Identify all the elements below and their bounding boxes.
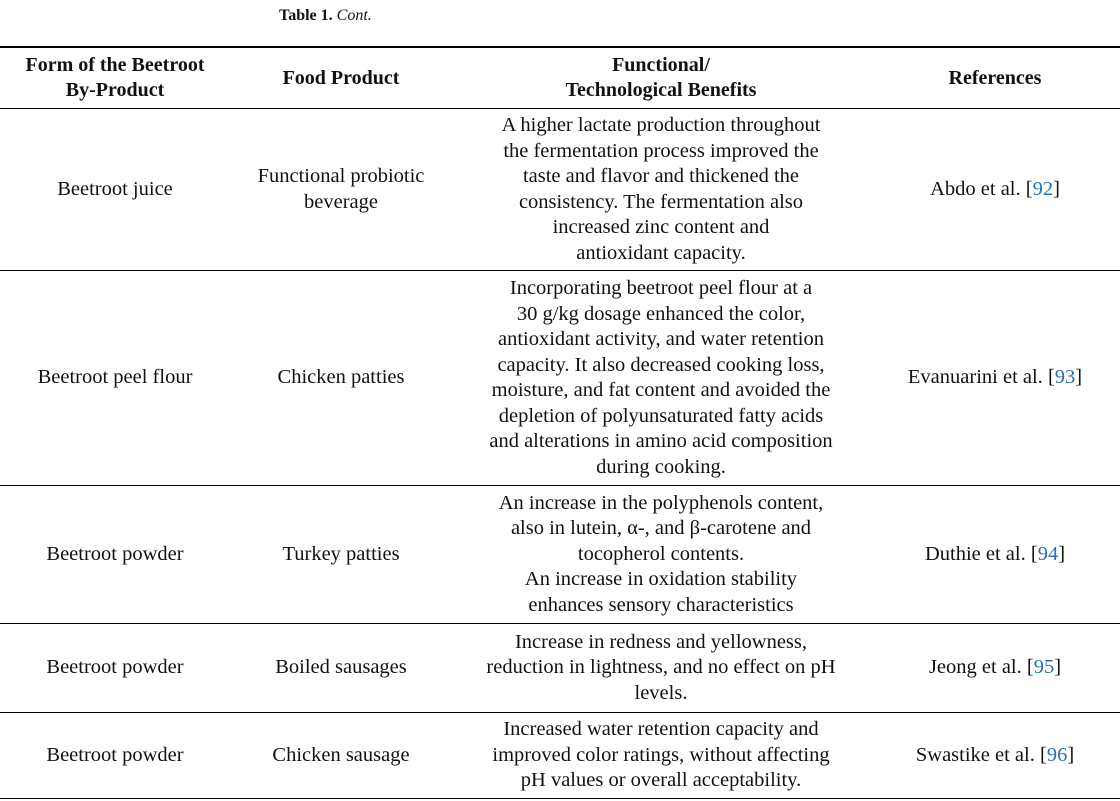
cell-benefits: Increase in redness and yellowness, reduction in lightness, and no effect on pH levels. xyxy=(486,630,836,704)
cell-form: Beetroot powder xyxy=(46,743,184,766)
cell-benefits: A higher lactate production throughout the fermentation process improved the taste and flavor and thickened the consistency. The fermentation also increased zinc content and antioxidant capacity. xyxy=(501,114,821,264)
cell-food-product: Turkey patties xyxy=(282,542,400,565)
table-row xyxy=(0,271,1120,486)
table-caption-label: Table 1. xyxy=(279,7,333,24)
cell-reference xyxy=(870,486,1120,624)
table-caption-suffix: Cont. xyxy=(336,7,372,24)
cell-reference xyxy=(870,624,1120,713)
reference-bracket-close: ] xyxy=(1075,366,1083,389)
reference-bracket-open: [ xyxy=(1047,366,1055,389)
reference-bracket-close: ] xyxy=(1067,743,1075,766)
cell-reference xyxy=(870,271,1120,486)
reference-bracket-close: ] xyxy=(1054,656,1062,679)
cell-food-product: Chicken patties xyxy=(277,366,405,389)
table-row xyxy=(0,486,1120,624)
reference-bracket-open: [ xyxy=(1026,656,1034,679)
beetroot-byproduct-table xyxy=(0,46,1120,799)
cell-benefits: Increased water retention capacity and improved color ratings, without affecting pH values or overall acceptability. xyxy=(492,718,830,792)
table-row xyxy=(0,624,1120,713)
cell-food-product: Chicken sausage xyxy=(272,743,410,766)
reference-link[interactable]: 95 xyxy=(1033,656,1055,679)
reference-link[interactable]: 96 xyxy=(1046,743,1068,766)
header-benefits: Functional/ Technological Benefits xyxy=(565,54,757,101)
table-body xyxy=(0,109,1120,799)
header-food-product: Food Product xyxy=(282,66,400,89)
header-references: References xyxy=(948,66,1042,89)
reference-bracket-close: ] xyxy=(1053,177,1060,200)
cell-form: Beetroot peel flour xyxy=(37,366,193,389)
reference-author: Evanuarini et al. xyxy=(907,366,1043,389)
reference-bracket-open: [ xyxy=(1039,743,1047,766)
reference-link[interactable]: 93 xyxy=(1054,366,1076,389)
reference-link[interactable]: 92 xyxy=(1032,177,1054,200)
cell-benefits: Incorporating beetroot peel flour at a 30 g/kg dosage enhanced the color, antioxidant activity, and water retention capacity. It also decreased cooking loss, moisture, and fat content and avoided the depletion of polyunsaturated fatty acids and alterations in amino acid composition during cooking. xyxy=(489,277,833,478)
table-row xyxy=(0,713,1120,799)
cell-form: Beetroot powder xyxy=(46,656,184,679)
cell-food-product: Functional probiotic beverage xyxy=(257,165,425,213)
cell-reference xyxy=(870,713,1120,799)
table-header xyxy=(0,47,1120,109)
reference-bracket-open: [ xyxy=(1030,542,1038,565)
cell-form: Beetroot juice xyxy=(57,177,173,200)
reference-author: Duthie et al. xyxy=(924,542,1026,565)
cell-reference xyxy=(870,109,1120,271)
reference-link[interactable]: 94 xyxy=(1037,542,1059,565)
header-form: Form of the Beetroot By-Product xyxy=(25,54,205,101)
reference-bracket-open: [ xyxy=(1025,177,1033,200)
table-caption xyxy=(279,6,372,26)
header-row xyxy=(0,47,1120,109)
reference-bracket-close: ] xyxy=(1058,542,1066,565)
reference-author: Swastike et al. xyxy=(915,743,1035,766)
table-row xyxy=(0,109,1120,271)
cell-form: Beetroot powder xyxy=(46,542,184,565)
cell-benefits: An increase in the polyphenols content, also in lutein, α-, and β-carotene and tocopherol contents. An increase in oxidation stability enhances sensory characteristics xyxy=(498,491,824,616)
reference-author: Abdo et al. xyxy=(930,177,1021,200)
reference-author: Jeong et al. xyxy=(928,656,1022,679)
cell-food-product: Boiled sausages xyxy=(275,656,407,679)
